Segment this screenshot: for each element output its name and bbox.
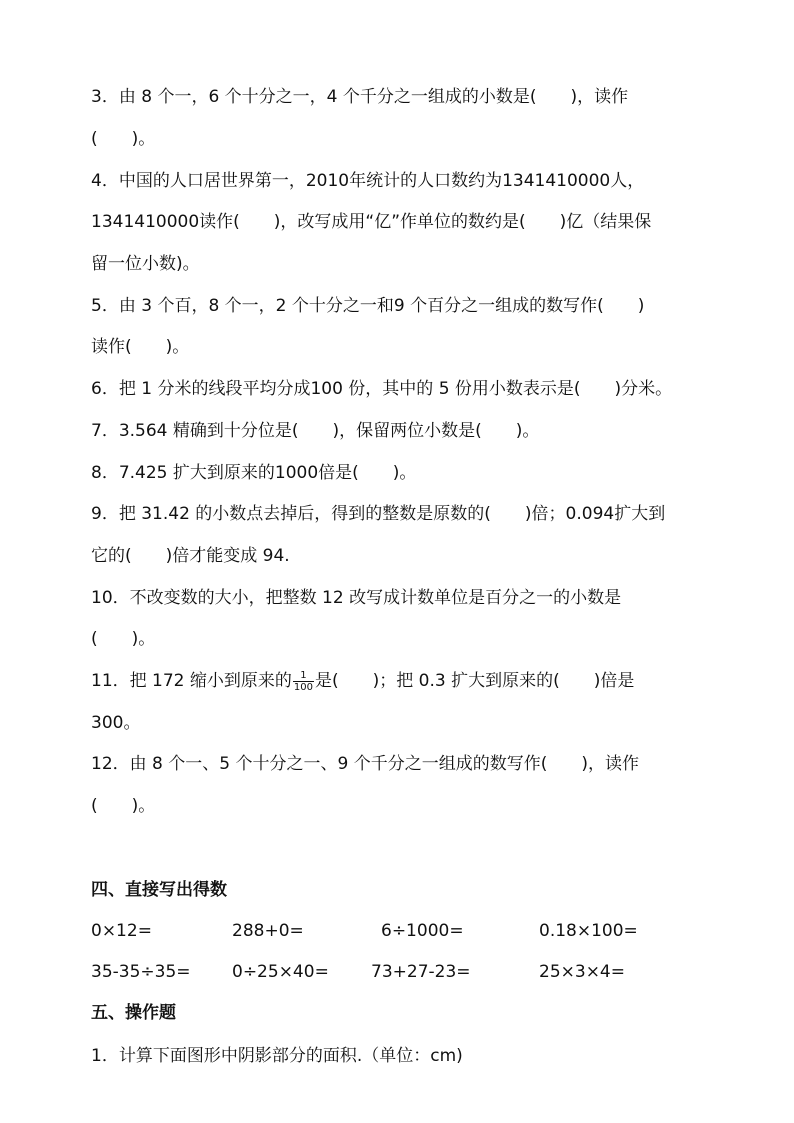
calc-r2c1: 35-35÷35= bbox=[91, 962, 191, 982]
calc-r1c3: 6÷1000= bbox=[381, 921, 464, 941]
q12-line1: 12．由 8 个一、5 个十分之一、9 个千分之一组成的数写作( )，读作 bbox=[91, 754, 639, 774]
calc-r1c4: 0.18×100= bbox=[539, 921, 638, 941]
q9-line1: 9．把 31.42 的小数点去掉后，得到的整数是原数的( )倍；0.094扩大到 bbox=[91, 504, 666, 524]
q4-line2: 1341410000读作( )，改写成用“亿”作单位的数约是( )亿（结果保 bbox=[91, 212, 652, 232]
q11-text-after: 是( )；把 0.3 扩大到原来的( )倍是 bbox=[314, 671, 635, 691]
calc-r1c2: 288+0= bbox=[232, 921, 304, 941]
q6-line1: 6．把 1 分米的线段平均分成100 份，其中的 5 份用小数表示是( )分米。 bbox=[91, 379, 673, 399]
section4-title: 四、直接写出得数 bbox=[91, 880, 227, 900]
q5-line2: 读作( )。 bbox=[91, 337, 190, 357]
q7-line1: 7．3.564 精确到十分位是( )，保留两位小数是( )。 bbox=[91, 421, 540, 441]
calc-r2c2: 0÷25×40= bbox=[232, 962, 329, 982]
q11-line2: 300。 bbox=[91, 713, 141, 733]
calc-r2c3: 73+27-23= bbox=[371, 962, 471, 982]
section5-title: 五、操作题 bbox=[91, 1003, 176, 1023]
q3-line1: 3．由 8 个一，6 个十分之一，4 个千分之一组成的小数是( )，读作 bbox=[91, 87, 629, 107]
q4-line3: 留一位小数)。 bbox=[91, 254, 200, 274]
calc-r1c1: 0×12= bbox=[91, 921, 152, 941]
q10-line2: ( )。 bbox=[91, 629, 156, 649]
q10-line1: 10．不改变数的大小，把整数 12 改写成计数单位是百分之一的小数是 bbox=[91, 588, 622, 608]
calc-r2c4: 25×3×4= bbox=[539, 962, 625, 982]
fraction-one-hundredth bbox=[293, 670, 314, 693]
q4-line1: 4．中国的人口居世界第一，2010年统计的人口数约为1341410000人， bbox=[91, 171, 645, 191]
q12-line2: ( )。 bbox=[91, 796, 156, 816]
fraction-denominator: 100 bbox=[293, 681, 313, 693]
q9-line2: 它的( )倍才能变成 94. bbox=[91, 546, 290, 566]
q8-line1: 8．7.425 扩大到原来的1000倍是( )。 bbox=[91, 463, 417, 483]
q3-line2: ( )。 bbox=[91, 129, 156, 149]
q5-line1: 5．由 3 个百，8 个一，2 个十分之一和9 个百分之一组成的数写作( ) bbox=[91, 296, 645, 316]
q11-text-before: 11．把 172 缩小到原来的 bbox=[91, 671, 292, 691]
q11-line1 bbox=[91, 669, 634, 693]
section5-item1: 1．计算下面图形中阴影部分的面积.（单位：cm) bbox=[91, 1046, 463, 1066]
fraction-numerator: 1 bbox=[293, 670, 314, 682]
